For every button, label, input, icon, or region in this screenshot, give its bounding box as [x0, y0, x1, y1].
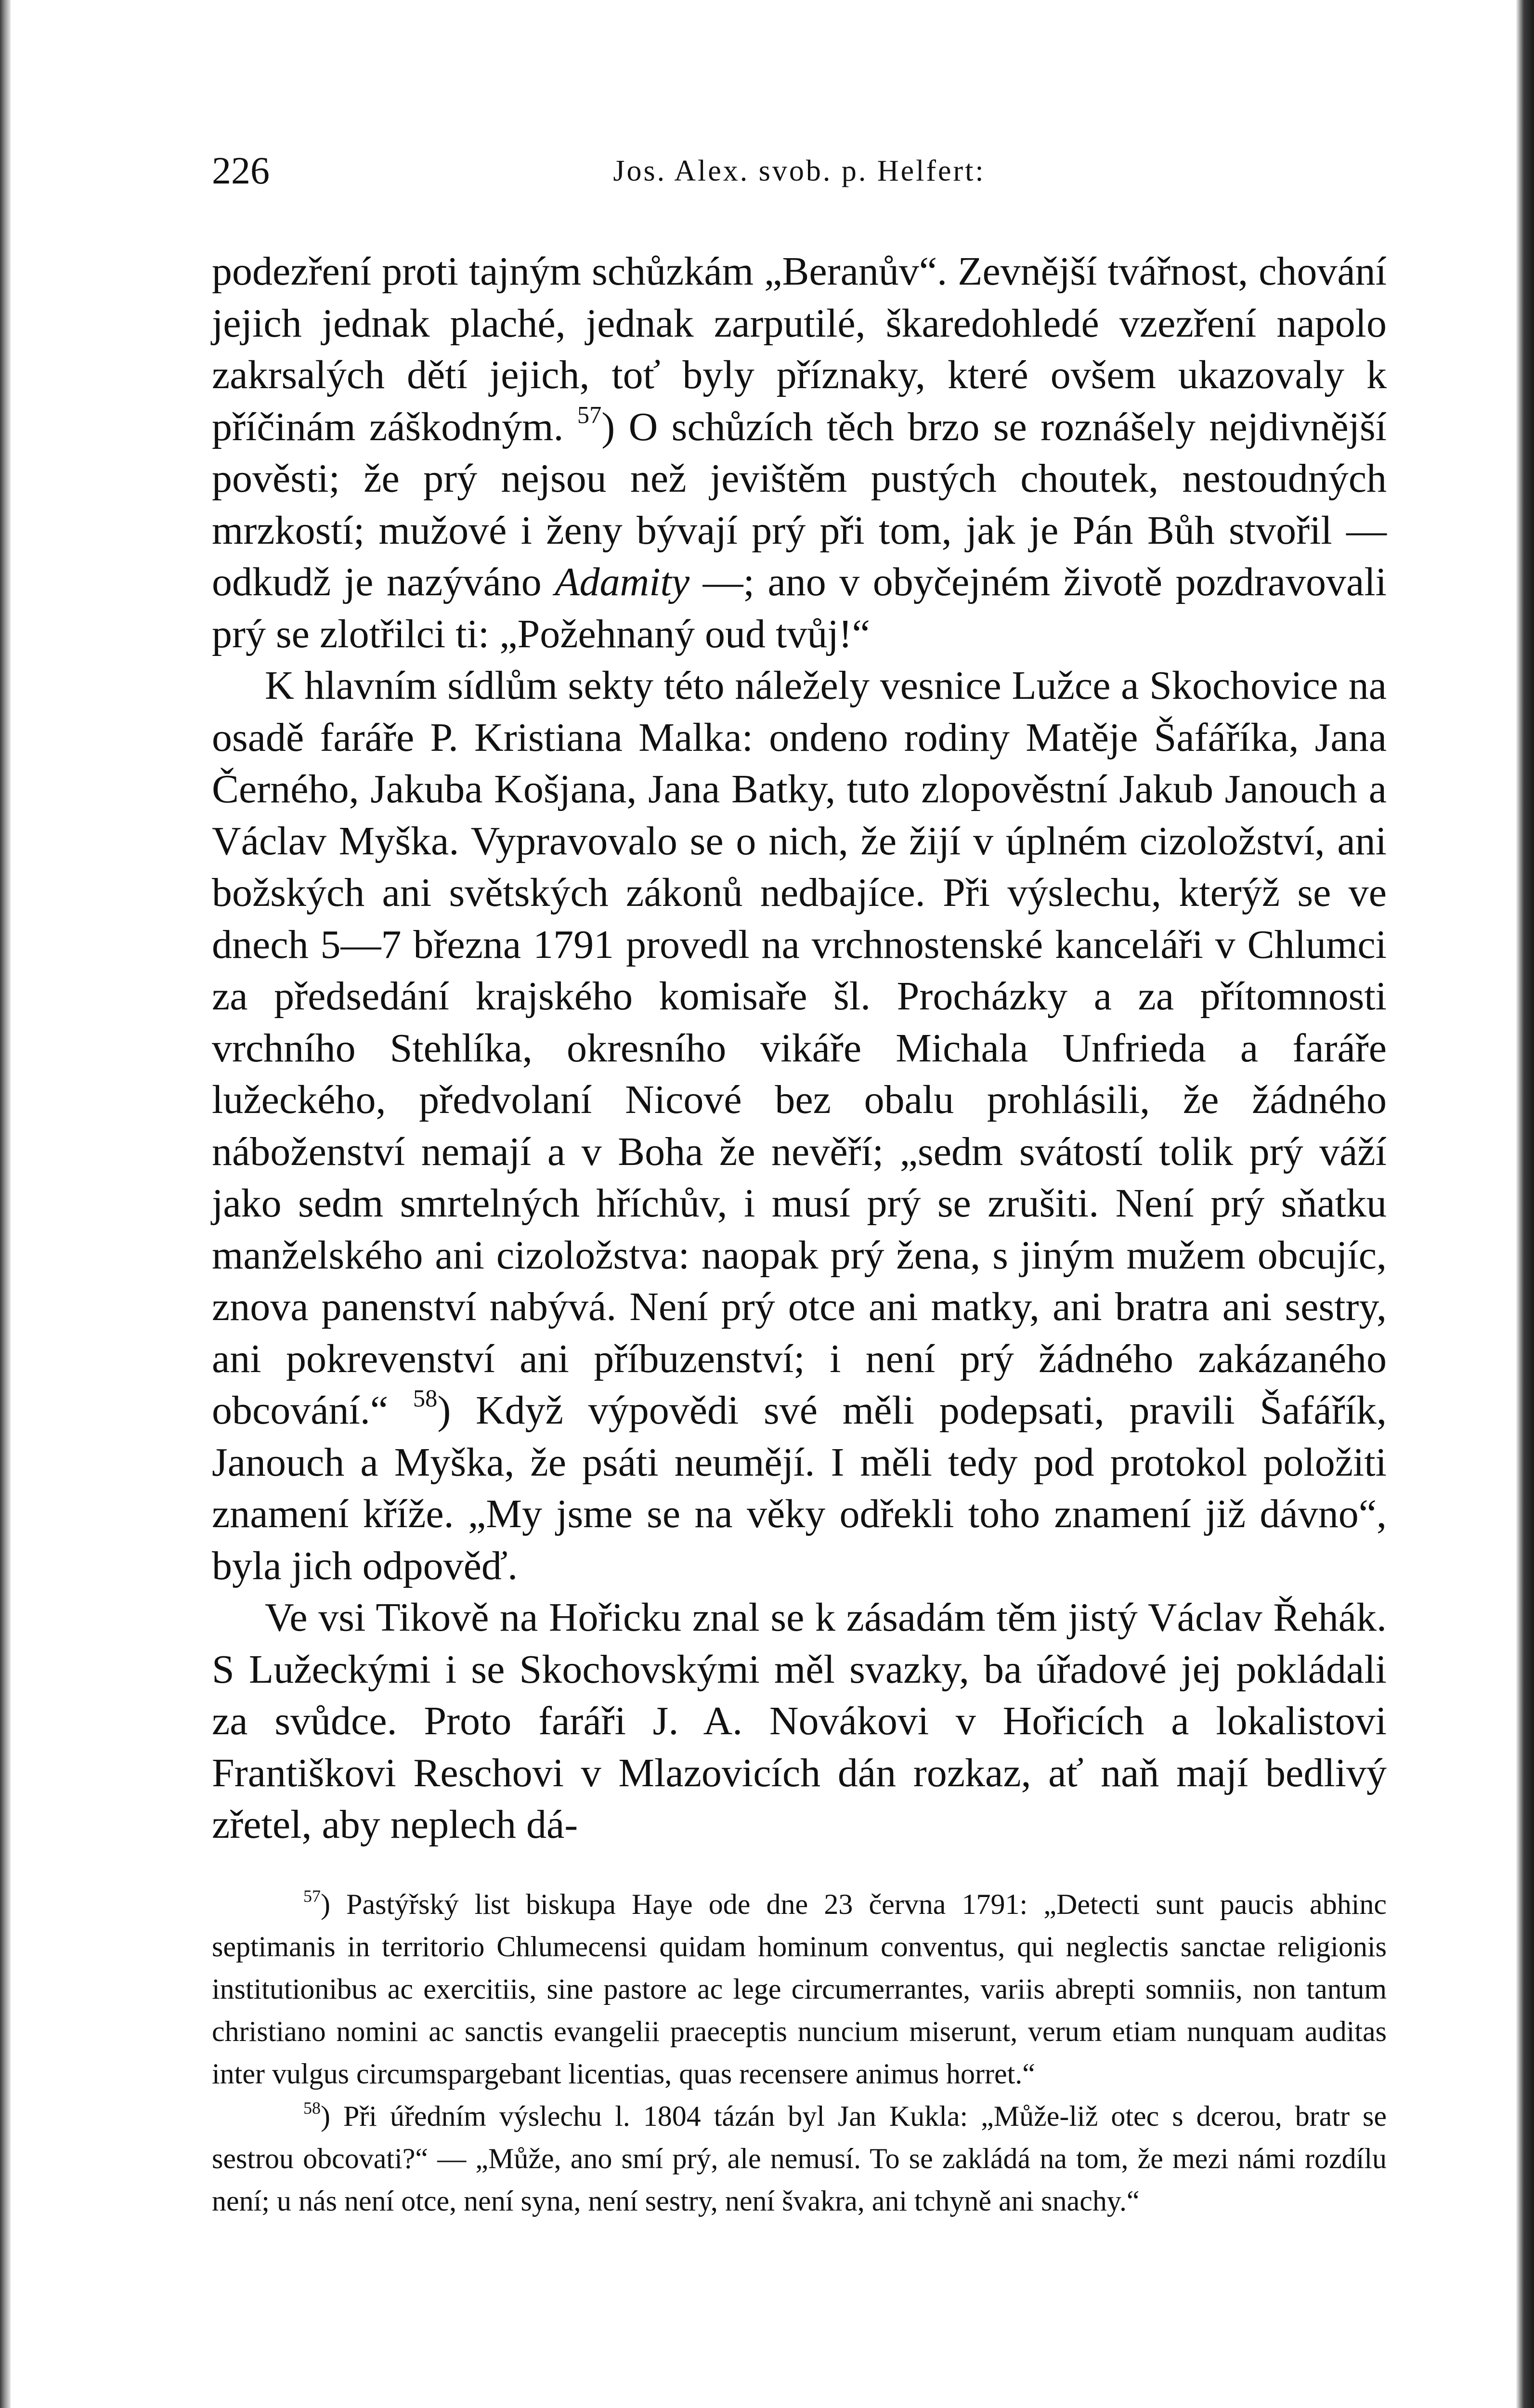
- paragraph-1-part-c: —; ano v obyčejném životě pozdravovali prý se zlotřilci ti: „Požehnaný oud tvůj!“: [212, 560, 1387, 656]
- paragraph-3: Ve vsi Tikově na Hořicku znal se k zásadám těm jistý Václav Řehák. S Lužeckými i se Skochovskými měl svazky, ba úřadové jej pokládali za svůdce. Proto faráři J. A. Novákovi v Hořicích a lokalistovi Františkovi Reschovi v Mlazovicích dán rozkaz, ať naň mají bedlivý zřetel, aby neplech dá-: [212, 1595, 1387, 1847]
- footnote-ref-57: 57: [577, 401, 602, 429]
- page-number: 226: [212, 150, 270, 192]
- footnote-57: [212, 1883, 1387, 2095]
- footnote-ref-58: 58: [413, 1385, 438, 1412]
- page-left-edge-shadow: [0, 0, 11, 2408]
- main-text: [212, 246, 1387, 1851]
- paragraph-2-part-a: K hlavním sídlům sekty této náležely vesnice Lužce a Skochovice na osadě faráře P. Kristiana Malka: ondeno rodiny Matěje Šafáříka, Jana Černého, Jakuba Košjana, Jana Batky, tuto zlopověstní Jakub Janouch a Václav Myška. Vypravovalo se o nich, že žijí v úplném cizoložství, ani božských ani světských zákonů nedbajíce. Při výslechu, kterýž se ve dnech 5—7 března 1791 provedl na vrchnostenské kanceláři v Chlumci za předsedání krajského komisaře šl. Procházky a za přítomnosti vrchního Stehlíka, okresního vikáře Michala Unfrieda a faráře lužeckého, předvolaní Nicové bez obalu prohlásili, že žádného náboženství nemají a v Boha že nevěří; „sedm svátostí tolik prý váží jako sedm smrtelných hříchův, i musí prý se zrušiti. Není prý sňatku manželského ani cizoložstva: naopak prý žena, s jiným mužem obcujíc, znova panenství nabývá. Není prý otce ani matky, ani bratra ani sestry, ani pokrevenství ani příbuzenství; i není prý žádného zakázaného obcování.“: [212, 663, 1387, 1433]
- paragraph-1: [212, 246, 1387, 660]
- paragraph-1-part-a: podezření proti tajným schůzkám „Beranův“. Zevnější tvářnost, chování jejich jednak plaché, jednak zarputilé, škaredohledé vzezření napolo zakrsalých dětí jejich, toť byly příznaky, které ovšem ukazovaly k příčinám záškodným.: [212, 249, 1387, 449]
- footnote-58-text: ) Při úředním výslechu l. 1804 tázán byl Jan Kukla: „Může-liž otec s dcerou, bratr se sestrou obcovati?“ — „Může, ano smí prý, ale nemusí. To se zakládá na tom, že mezi námi rozdílu není; u nás není otce, není syna, není sestry, není švakra, ani tchyně ani snachy.“: [212, 2100, 1387, 2217]
- running-head: Jos. Alex. svob. p. Helfert:: [613, 155, 986, 187]
- page-right-edge-shadow: [1516, 0, 1534, 2408]
- term-adamity: Adamity: [555, 560, 690, 604]
- footnote-57-text: ) Pastýřský list biskupa Haye ode dne 23 června 1791: „Detecti sunt paucis abhinc septimanis in territorio Chlumecensi quidam hominum conventus, qui neglectis sanctae religionis institutionibus ac exercitiis, sine pastore ac lege circumerrantes, variis abrepti somniis, non tantum christiano nomini ac sanctis evangelii praeceptis nuncium miserunt, verum etiam nunquam auditas inter vulgus circumspargebant licentias, quas recensere animus horret.“: [212, 1888, 1387, 2090]
- paragraph-2: [212, 660, 1387, 1592]
- paragraph-1-part-b: ) O schůzích těch brzo se roznášely nejdivnější pověsti; že prý nejsou než jevištěm pustých choutek, nestoudných mrzkostí; mužové i ženy bývají prý při tom, jak je Pán Bůh stvořil — odkudž je nazýváno: [212, 404, 1387, 604]
- footnotes: [212, 1883, 1387, 2222]
- paragraph-2-part-b: ) Když výpovědi své měli podepsati, pravili Šafářík, Janouch a Myška, že psáti neumějí. I měli tedy pod protokol položiti znamení kříže. „My jsme se na věky odřekli toho znamení již dávno“, byla jich odpověď.: [212, 1388, 1387, 1588]
- footnote-57-number: 57: [303, 1886, 321, 1906]
- page-header: [212, 144, 1387, 197]
- footnote-58-number: 58: [303, 2098, 321, 2118]
- footnote-58: [212, 2095, 1387, 2222]
